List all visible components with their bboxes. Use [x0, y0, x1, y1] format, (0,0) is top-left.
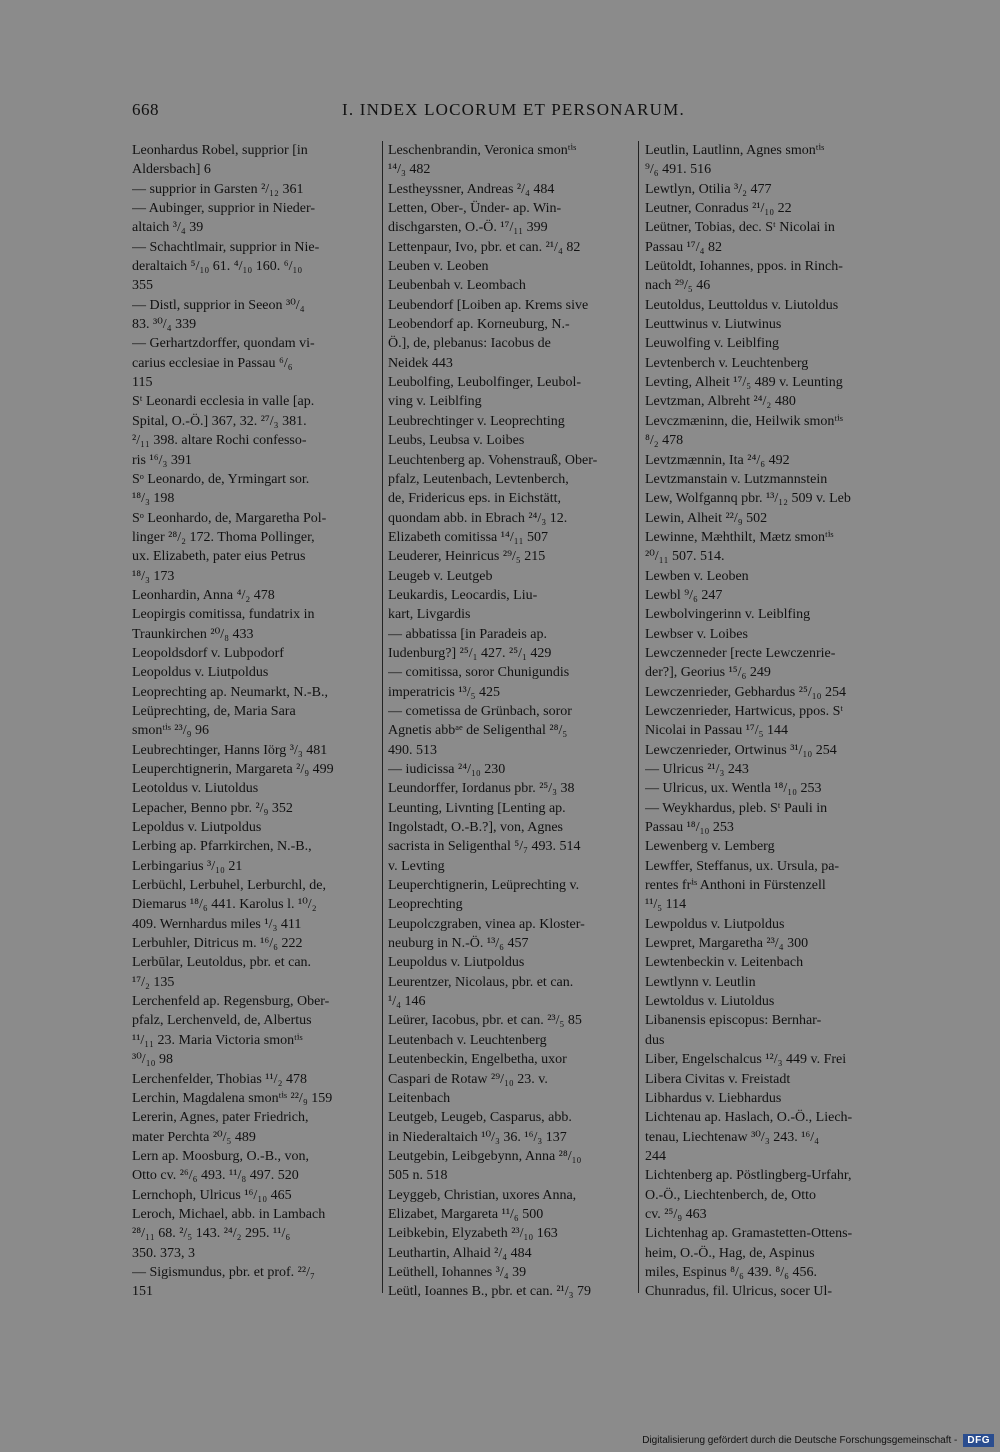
index-line: Sᵗ Leonardi ecclesia in valle [ap.: [132, 394, 315, 410]
index-line: Leutenbach v. Leuchtenberg: [388, 1032, 547, 1048]
index-line: Elizabet, Margareta ¹¹/₆ 500: [388, 1206, 544, 1222]
index-line: Lepoldus v. Liutpoldus: [132, 820, 262, 836]
index-line: Ö.], de, plebanus: Iacobus de: [388, 336, 551, 352]
index-line: 151: [132, 1284, 153, 1300]
column-divider: [382, 141, 383, 1293]
index-line: Leutgebin, Leibgebynn, Anna ²⁸/₁₀: [388, 1148, 582, 1164]
index-line: Lewben v. Leoben: [645, 568, 749, 584]
index-line: ¹¹/₅ 114: [645, 897, 687, 913]
index-line: ving v. Leiblfing: [388, 394, 482, 410]
index-line: der?], Georius ¹⁵/₆ 249: [645, 665, 771, 681]
index-line: — iudicissa ²⁴/₁₀ 230: [388, 762, 506, 777]
index-line: Lewczenrieder, Ortwinus ³¹/₁₀ 254: [645, 742, 837, 758]
index-line: Leuderer, Heinricus ²⁹/₅ 215: [388, 549, 546, 565]
index-line: ¹⁸/₃ 198: [132, 491, 175, 507]
index-line: mater Perchta ²⁰/₅ 489: [132, 1129, 256, 1145]
index-line: Leuchtenberg ap. Vohenstrauß, Ober-: [388, 452, 598, 468]
index-line: imperatricis ¹³/₅ 425: [388, 684, 501, 700]
index-line: Elizabeth comitissa ¹⁴/₁₁ 507: [388, 529, 548, 545]
index-line: Lerbūlar, Leutoldus, pbr. et can.: [132, 955, 312, 971]
index-line: Libanensis episcopus: Bernhar-: [645, 1013, 822, 1029]
index-line: Leubs, Leubsa v. Loibes: [388, 433, 525, 449]
index-line: Levtzman, Albreht ²⁴/₂ 480: [645, 394, 796, 410]
index-line: Leroch, Michael, abb. in Lambach: [132, 1206, 326, 1222]
index-line: Leubrechtinger, Hanns Iörg ³/₃ 481: [132, 742, 328, 758]
index-line: Lichtenhag ap. Gramastetten-Ottens-: [645, 1226, 853, 1242]
index-line: Leüprechting, de, Maria Sara: [132, 703, 296, 719]
index-line: Lewpoldus v. Liutpoldus: [645, 916, 785, 932]
index-line: ¹⁴/₃ 482: [388, 162, 431, 178]
index-line: Lewczenneder [recte Lewczenrie-: [645, 645, 836, 661]
index-line: deraltaich ⁵/₁₀ 61. ⁴/₁₀ 160. ⁶/₁₀: [132, 259, 303, 275]
index-line: Lernchoph, Ulricus ¹⁶/₁₀ 465: [132, 1187, 292, 1203]
index-line: Lewtenbeckin v. Leitenbach: [645, 955, 804, 971]
index-line: ¹⁸/₃ 173: [132, 568, 175, 584]
index-line: — Schachtlmair, supprior in Nie-: [132, 239, 320, 255]
index-line: Iudenburg?] ²⁵/₁ 427. ²⁵/₁ 429: [388, 645, 552, 661]
index-line: Leschenbrandin, Veronica smonᵗⁱˢ: [388, 143, 577, 158]
index-line: Leutgeb, Leugeb, Casparus, abb.: [388, 1110, 572, 1126]
index-line: Lewbser v. Loibes: [645, 626, 748, 642]
index-column-2: [388, 141, 636, 1302]
page-header: [132, 100, 892, 124]
index-line: Lerbuhler, Ditricus m. ¹⁶/₆ 222: [132, 936, 303, 952]
index-line: Levtzmanstain v. Lutzmannstein: [645, 471, 828, 487]
index-line: Lewpret, Margaretha ²³/₄ 300: [645, 936, 809, 952]
index-line: rentes frⁱˢ Anthoni in Fürstenzell: [645, 878, 826, 894]
index-line: Leoprechting: [388, 897, 463, 913]
index-line: Lerbingarius ³/₁₀ 21: [132, 858, 243, 874]
index-line: Traunkirchen ²⁰/₈ 433: [132, 626, 254, 642]
footer-credit: Digitalisierung gefördert durch die Deutsche Forschungsgemeinschaft -: [642, 1434, 958, 1446]
index-line: Lestheyssner, Andreas ²/₄ 484: [388, 181, 555, 197]
index-line: Leobendorf ap. Korneuburg, N.-: [388, 317, 570, 333]
footer: [642, 1432, 994, 1448]
index-line: ux. Elizabeth, pater eius Petrus: [132, 549, 306, 565]
index-line: Lew, Wolfgannq pbr. ¹³/₁₂ 509 v. Leb: [645, 491, 851, 507]
index-line: Leugeb v. Leutgeb: [388, 568, 493, 584]
index-line: Leütner, Tobias, dec. Sᵗ Nicolai in: [645, 220, 835, 236]
index-line: Diemarus ¹⁸/₆ 441. Karolus l. ¹⁰/₂: [132, 897, 317, 913]
index-line: Lewenberg v. Lemberg: [645, 839, 775, 855]
index-line: tenau, Liechtenaw ³⁰/₃ 243. ¹⁶/₄: [645, 1129, 820, 1145]
index-line: Leibkebin, Elyzabeth ²³/₁₀ 163: [388, 1226, 558, 1242]
column-divider: [638, 141, 639, 1293]
index-line: Liber, Engelschalcus ¹²/₃ 449 v. Frei: [645, 1052, 847, 1068]
index-line: Lewffer, Steffanus, ux. Ursula, pa-: [645, 858, 840, 874]
index-line: Leubendorf [Loiben ap. Krems sive: [388, 297, 589, 313]
index-line: dus: [645, 1032, 665, 1048]
index-line: neuburg in N.-Ö. ¹³/₆ 457: [388, 936, 529, 952]
index-line: Lewtlyn, Otilia ³/₂ 477: [645, 181, 772, 197]
index-line: Leütoldt, Iohannes, ppos. in Rinch-: [645, 259, 843, 275]
index-line: Sᵒ Leonardo, de, Yrmingart sor.: [132, 471, 310, 487]
index-line: nach ²⁹/₅ 46: [645, 278, 711, 294]
index-line: smonᵗⁱˢ ²³/₉ 96: [132, 723, 209, 739]
index-line: — supprior in Garsten ²/₁₂ 361: [132, 181, 304, 197]
index-line: ²⁸/₁₁ 68. ²/₅ 143. ²⁴/₂ 295. ¹¹/₆: [132, 1226, 291, 1242]
index-line: Passau ¹⁷/₄ 82: [645, 239, 722, 255]
dfg-logo: DFG: [963, 1434, 994, 1447]
index-line: quondam abb. in Ebrach ²⁴/₃ 12.: [388, 510, 568, 526]
index-line: Lichtenberg ap. Pöstlingberg-Urfahr,: [645, 1168, 852, 1184]
index-line: ¹¹/₁₁ 23. Maria Victoria smonᵗⁱˢ: [132, 1032, 303, 1048]
index-line: Lewczenrieder, Hartwicus, ppos. Sᵗ: [645, 703, 844, 719]
index-line: Leütl, Ioannes B., pbr. et can. ²¹/₃ 79: [388, 1284, 592, 1300]
index-line: Leotoldus v. Liutoldus: [132, 781, 259, 797]
index-line: Libhardus v. Liebhardus: [645, 1090, 782, 1106]
index-line: Leürer, Iacobus, pbr. et can. ²³/₅ 85: [388, 1013, 582, 1029]
index-line: Leurentzer, Nicolaus, pbr. et can.: [388, 974, 574, 990]
index-line: ³⁰/₁₀ 98: [132, 1052, 173, 1068]
index-line: 83. ³⁰/₄ 339: [132, 317, 197, 333]
index-line: Lettenpaur, Ivo, pbr. et can. ²¹/₄ 82: [388, 239, 581, 255]
index-line: 409. Wernhardus miles ¹/₃ 411: [132, 916, 302, 932]
index-line: O.-Ö., Liechtenberch, de, Otto: [645, 1187, 817, 1203]
index-line: Leutlin, Lautlinn, Agnes smonᵗⁱˢ: [645, 143, 825, 158]
index-line: — Distl, supprior in Seeon ³⁰/₄: [132, 297, 305, 313]
index-line: 244: [645, 1148, 666, 1164]
index-line: Leubenbah v. Leombach: [388, 278, 526, 294]
index-line: pfalz, Leutenbach, Levtenberch,: [388, 471, 569, 487]
index-line: ¹⁷/₂ 135: [132, 974, 175, 990]
index-line: — comitissa, soror Chunigundis: [388, 665, 570, 681]
index-line: carius ecclesiae in Passau ⁶/₆: [132, 355, 293, 371]
index-line: kart, Livgardis: [388, 607, 471, 623]
index-line: Lewczenrieder, Gebhardus ²⁵/₁₀ 254: [645, 684, 846, 700]
index-line: Leutner, Conradus ²¹/₁₀ 22: [645, 201, 792, 217]
index-line: Lewtoldus v. Liutoldus: [645, 994, 775, 1010]
index-line: Leuperchtignerin, Leüprechting v.: [388, 878, 580, 894]
index-line: — Ulricus, ux. Wentla ¹⁸/₁₀ 253: [645, 781, 822, 797]
index-line: Leopoldus v. Liutpoldus: [132, 665, 269, 681]
index-line: ¹/₄ 146: [388, 994, 426, 1010]
index-line: Leopirgis comitissa, fundatrix in: [132, 607, 315, 623]
index-line: Leitenbach: [388, 1090, 451, 1106]
index-line: Leutenbeckin, Engelbetha, uxor: [388, 1052, 567, 1068]
index-line: Levting, Alheit ¹⁷/₅ 489 v. Leunting: [645, 375, 843, 391]
index-line: Leuthartin, Alhaid ²/₄ 484: [388, 1245, 532, 1261]
index-line: 115: [132, 375, 153, 391]
index-line: Lerchin, Magdalena smonᵗⁱˢ ²²/₉ 159: [132, 1090, 333, 1106]
index-line: Lewin, Alheit ²²/₉ 502: [645, 510, 768, 526]
index-line: de, Fridericus eps. in Eichstätt,: [388, 491, 562, 507]
index-line: — cometissa de Grünbach, soror: [388, 703, 572, 719]
index-line: Otto cv. ²⁶/₆ 493. ¹¹/₈ 497. 520: [132, 1168, 299, 1184]
index-line: — Gerhartzdorffer, quondam vi-: [132, 336, 315, 352]
index-line: Lerbüchl, Lerbuhel, Lerburchl, de,: [132, 878, 326, 894]
index-line: Lererin, Agnes, pater Friedrich,: [132, 1110, 309, 1126]
index-line: ris ¹⁶/₃ 391: [132, 452, 192, 468]
index-line: Lewbolvingerinn v. Leiblfing: [645, 607, 811, 623]
index-line: Lern ap. Moosburg, O.-B., von,: [132, 1148, 310, 1164]
index-line: Leuben v. Leoben: [388, 259, 489, 275]
index-line: Lewbl ⁹/₆ 247: [645, 587, 723, 603]
index-line: Libera Civitas v. Freistadt: [645, 1071, 791, 1087]
index-line: 350. 373, 3: [132, 1245, 195, 1261]
index-line: Leubrechtinger v. Leoprechting: [388, 413, 565, 429]
index-line: miles, Espinus ⁸/₆ 439. ⁸/₆ 456.: [645, 1264, 817, 1280]
index-column-1: [132, 141, 380, 1302]
index-line: Lerbing ap. Pfarrkirchen, N.-B.,: [132, 839, 312, 855]
index-line: Levtzmænnin, Ita ²⁴/₆ 492: [645, 452, 790, 468]
index-line: Leyggeb, Christian, uxores Anna,: [388, 1187, 577, 1203]
page-number: 668: [132, 100, 159, 119]
index-line: Lepacher, Benno pbr. ²/₉ 352: [132, 800, 293, 816]
index-line: Leonhardin, Anna ⁴/₂ 478: [132, 587, 275, 603]
index-line: Leupoldus v. Liutpoldus: [388, 955, 525, 971]
index-line: — Sigismundus, pbr. et prof. ²²/₇: [132, 1264, 315, 1280]
index-line: Levczmæninn, die, Heilwik smonᵗⁱˢ: [645, 413, 843, 429]
index-line: Caspari de Rotaw ²⁹/₁₀ 23. v.: [388, 1071, 548, 1087]
index-line: Leundorffer, Iordanus pbr. ²⁵/₃ 38: [388, 781, 575, 797]
index-line: — Ulricus ²¹/₃ 243: [645, 762, 749, 777]
index-line: Lewinne, Mæhthilt, Mætz smonᵗⁱˢ: [645, 529, 834, 545]
index-line: linger ²⁸/₂ 172. Thoma Pollinger,: [132, 529, 315, 545]
index-line: Leuttwinus v. Liutwinus: [645, 317, 782, 333]
index-line: — Weykhardus, pleb. Sᵗ Pauli in: [645, 800, 828, 816]
index-line: Agnetis abbᵃᵉ de Seligenthal ²⁸/₅: [388, 723, 568, 739]
index-line: Chunradus, fil. Ulricus, socer Ul-: [645, 1284, 833, 1300]
index-line: Sᵒ Leonhardo, de, Margaretha Pol-: [132, 510, 327, 526]
index-line: in Niederaltaich ¹⁰/₃ 36. ¹⁶/₃ 137: [388, 1129, 567, 1145]
index-line: sacrista in Seligenthal ⁵/₇ 493. 514: [388, 839, 581, 855]
index-line: Letten, Ober-, Ünder- ap. Win-: [388, 201, 562, 217]
index-line: Leubolfing, Leubolfinger, Leubol-: [388, 375, 582, 391]
index-line: Leupolczgraben, vinea ap. Kloster-: [388, 916, 585, 932]
index-line: 505 n. 518: [388, 1168, 448, 1184]
index-line: ⁸/₂ 478: [645, 433, 684, 449]
index-line: Leuwolfing v. Leiblfing: [645, 336, 780, 352]
index-line: ⁹/₆ 491. 516: [645, 162, 712, 178]
index-line: v. Levting: [388, 858, 445, 874]
index-line: Leüthell, Iohannes ³/₄ 39: [388, 1264, 527, 1280]
index-line: Neidek 443: [388, 355, 453, 371]
index-line: — Aubinger, supprior in Nieder-: [132, 201, 316, 217]
index-line: Lichtenau ap. Haslach, O.-Ö., Liech-: [645, 1110, 853, 1126]
index-line: pfalz, Lerchenveld, de, Albertus: [132, 1013, 312, 1029]
index-line: Passau ¹⁸/₁₀ 253: [645, 820, 734, 836]
index-line: Lerchenfeld ap. Regensburg, Ober-: [132, 994, 330, 1010]
index-line: dischgarsten, O.-Ö. ¹⁷/₁₁ 399: [388, 220, 548, 236]
index-line: Leoprechting ap. Neumarkt, N.-B.,: [132, 684, 328, 700]
index-line: heim, O.-Ö., Hag, de, Aspinus: [645, 1245, 815, 1261]
index-line: 355: [132, 278, 153, 294]
index-line: Levtenberch v. Leuchtenberg: [645, 355, 809, 371]
index-column-3: [645, 141, 893, 1302]
index-line: Ingolstadt, O.-B.?], von, Agnes: [388, 820, 563, 836]
index-line: — abbatissa [in Paradeis ap.: [388, 626, 548, 642]
index-line: Leopoldsdorf v. Lubpodorf: [132, 645, 284, 661]
index-line: Leuperchtignerin, Margareta ²/₉ 499: [132, 762, 334, 777]
index-line: Leutoldus, Leuttoldus v. Liutoldus: [645, 297, 839, 313]
index-line: altaich ³/₄ 39: [132, 220, 204, 236]
index-line: Lewtlynn v. Leutlin: [645, 974, 756, 990]
index-line: Leukardis, Leocardis, Liu-: [388, 587, 538, 603]
index-line: Lerchenfelder, Thobias ¹¹/₂ 478: [132, 1071, 307, 1087]
index-line: cv. ²⁵/₉ 463: [645, 1206, 707, 1222]
index-line: 490. 513: [388, 742, 437, 758]
index-line: ²⁰/₁₁ 507. 514.: [645, 549, 725, 565]
index-line: Nicolai in Passau ¹⁷/₅ 144: [645, 723, 789, 739]
running-title: I. INDEX LOCORUM ET PERSONARUM.: [342, 100, 685, 119]
index-line: Leonhardus Robel, supprior [in: [132, 143, 308, 158]
index-line: Spital, O.-Ö.] 367, 32. ²⁷/₃ 381.: [132, 413, 307, 429]
index-line: ²/₁₁ 398. altare Rochi confesso-: [132, 433, 307, 449]
index-line: Aldersbach] 6: [132, 162, 211, 178]
index-line: Leunting, Livnting [Lenting ap.: [388, 800, 566, 816]
